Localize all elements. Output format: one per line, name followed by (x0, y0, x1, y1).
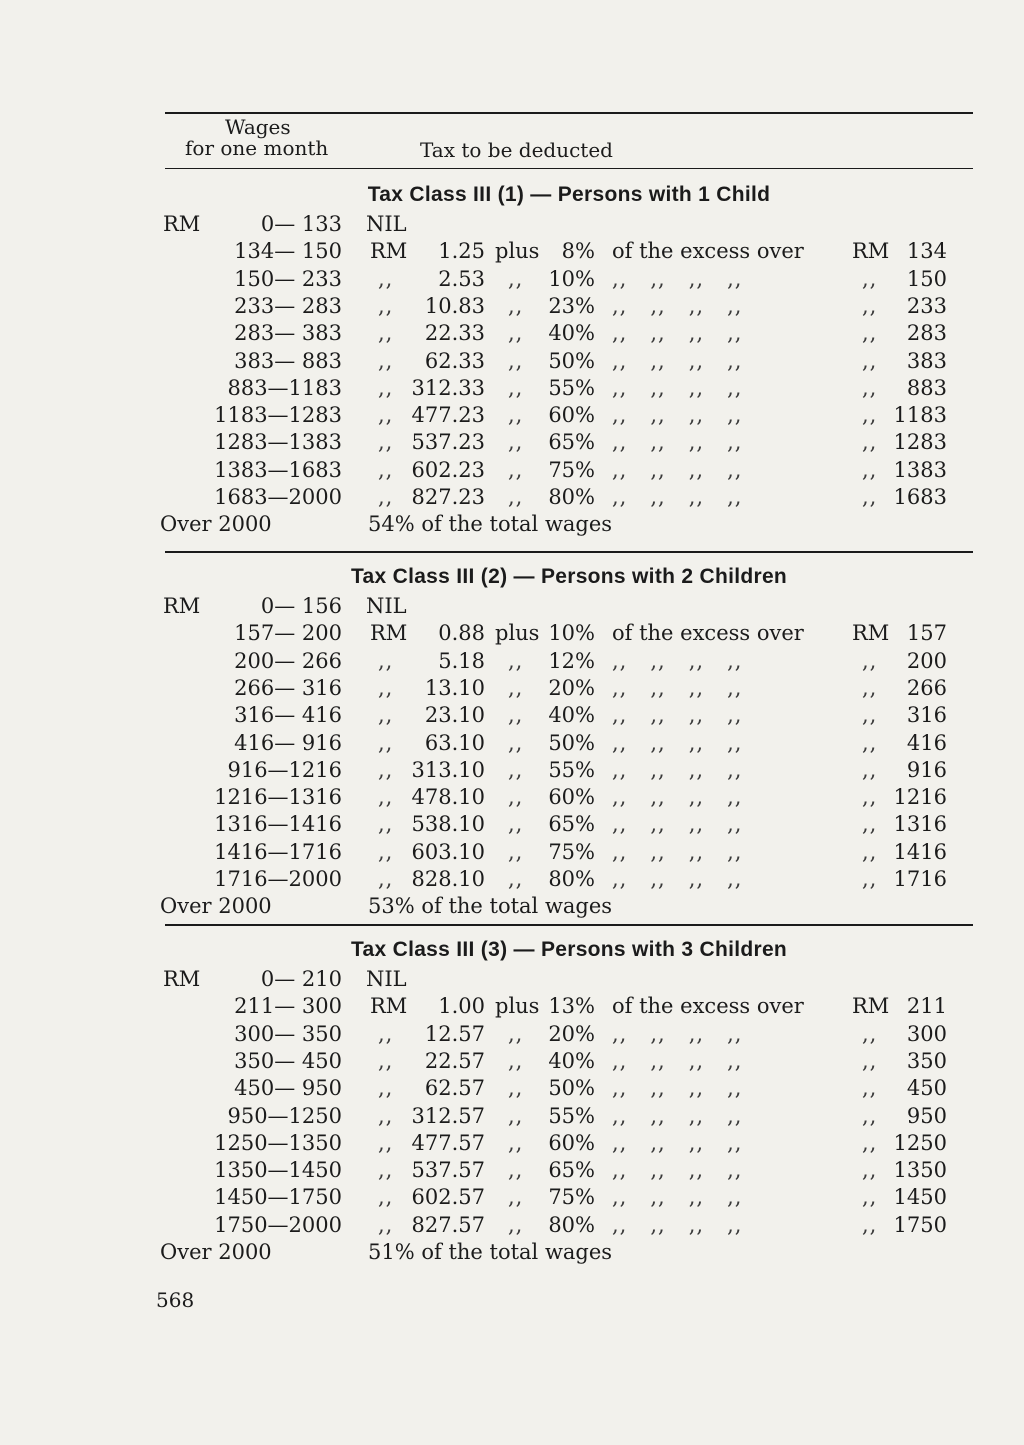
currency-label: RM (163, 967, 201, 991)
base-amount: 827.57 (411, 1212, 485, 1237)
section-title: Tax Class III (1) — Persons with 1 Child (367, 183, 771, 206)
section-divider (165, 924, 973, 926)
table-row (0, 1184, 1024, 1211)
table-row (0, 730, 1024, 757)
wage-range: 1716—2000 (214, 867, 342, 891)
base-amount: 537.57 (411, 1158, 485, 1183)
excess-phrase: ,, ,, ,, ,, (612, 757, 743, 782)
plus-word: ,, (508, 785, 524, 810)
plus-word: ,, (508, 675, 524, 700)
base-amount: 313.10 (411, 757, 485, 782)
table-row (0, 839, 1024, 866)
excess-phrase: ,, ,, ,, ,, (612, 1158, 743, 1183)
wage-range: 1216—1316 (214, 785, 342, 810)
plus-word: ,, (508, 1048, 524, 1073)
lead-currency: RM (370, 621, 408, 646)
lead-currency: ,, (378, 703, 394, 728)
wage-range: 950—1250 (227, 1103, 342, 1128)
tax-rate: 13% (548, 994, 595, 1019)
table-row (0, 293, 1024, 320)
plus-word: ,, (508, 266, 524, 291)
base-amount: 22.33 (424, 321, 485, 346)
tax-rate: 40% (548, 1048, 595, 1073)
lead-currency: ,, (378, 1158, 394, 1183)
tax-rate: 80% (548, 485, 595, 509)
plus-word: ,, (508, 457, 524, 482)
tax-rate: 65% (548, 1158, 595, 1183)
excess-phrase: ,, ,, ,, ,, (612, 1130, 743, 1155)
over-currency: ,, (862, 1185, 878, 1210)
table-row (0, 484, 1024, 511)
base-amount: 478.10 (411, 785, 485, 810)
excess-phrase: ,, ,, ,, ,, (612, 348, 743, 373)
wage-range: 157— 200 (234, 621, 342, 646)
wage-range: 0— 210 (260, 967, 342, 991)
wage-range: 1250—1350 (214, 1130, 342, 1155)
excess-phrase: ,, ,, ,, ,, (612, 1076, 743, 1101)
tax-rate: 50% (548, 1076, 595, 1101)
plus-word: ,, (508, 1130, 524, 1155)
table-row-nil (0, 593, 1024, 620)
section-title: Tax Class III (2) — Persons with 2 Children (350, 565, 788, 588)
table-row (0, 784, 1024, 811)
section-divider (165, 551, 973, 553)
excess-threshold: 283 (906, 321, 947, 346)
plus-word: plus (495, 621, 540, 646)
plus-word: ,, (508, 1212, 524, 1237)
tax-rate: 50% (548, 730, 595, 755)
base-amount: 477.57 (411, 1130, 485, 1155)
over-currency: ,, (862, 375, 878, 400)
lead-currency: ,, (378, 1048, 394, 1073)
over-currency: ,, (862, 403, 878, 428)
excess-phrase: ,, ,, ,, ,, (612, 1048, 743, 1073)
wage-range: 1450—1750 (214, 1185, 342, 1210)
tax-rate: 65% (548, 430, 595, 455)
excess-phrase: ,, ,, ,, ,, (612, 430, 743, 455)
lead-currency: ,, (378, 675, 394, 700)
base-amount: 537.23 (411, 430, 485, 455)
excess-threshold: 1216 (893, 785, 947, 810)
lead-currency: ,, (378, 485, 394, 509)
lead-currency: ,, (378, 1212, 394, 1237)
plus-word: ,, (508, 1021, 524, 1046)
excess-phrase: ,, ,, ,, ,, (612, 648, 743, 673)
over-currency: ,, (862, 1158, 878, 1183)
plus-word: ,, (508, 730, 524, 755)
lead-currency: ,, (378, 757, 394, 782)
table-row (0, 1157, 1024, 1184)
tax-rate: 65% (548, 812, 595, 837)
tax-rate: 10% (548, 266, 595, 291)
over-currency: ,, (862, 867, 878, 891)
base-amount: 602.57 (411, 1185, 485, 1210)
wage-range: 350— 450 (234, 1048, 342, 1073)
base-amount: 10.83 (424, 293, 485, 318)
excess-threshold: 383 (906, 348, 947, 373)
lead-currency: ,, (378, 1185, 394, 1210)
over-currency: ,, (862, 1021, 878, 1046)
excess-phrase: of the excess over (612, 621, 804, 646)
excess-phrase: ,, ,, ,, ,, (612, 1185, 743, 1210)
table-row (0, 993, 1024, 1020)
excess-threshold: 1716 (893, 867, 947, 891)
table-row (0, 1212, 1024, 1239)
excess-phrase: ,, ,, ,, ,, (612, 403, 743, 428)
table-row (0, 1075, 1024, 1102)
excess-phrase: ,, ,, ,, ,, (612, 867, 743, 891)
excess-threshold: 300 (906, 1021, 947, 1046)
plus-word: ,, (508, 403, 524, 428)
base-amount: 13.10 (424, 675, 485, 700)
table-row (0, 1021, 1024, 1048)
table-row (0, 1130, 1024, 1157)
excess-phrase: ,, ,, ,, ,, (612, 703, 743, 728)
base-amount: 0.88 (438, 621, 485, 646)
base-amount: 5.18 (438, 648, 485, 673)
plus-word: ,, (508, 839, 524, 864)
table-row (0, 811, 1024, 838)
table-row (0, 1048, 1024, 1075)
base-amount: 477.23 (411, 403, 485, 428)
table-row-over (0, 511, 1024, 538)
plus-word: ,, (508, 348, 524, 373)
tax-rate: 40% (548, 321, 595, 346)
excess-threshold: 416 (906, 730, 947, 755)
excess-phrase: ,, ,, ,, ,, (612, 839, 743, 864)
excess-threshold: 266 (906, 675, 947, 700)
wage-range: 916—1216 (227, 757, 342, 782)
plus-word: ,, (508, 867, 524, 891)
base-amount: 312.57 (411, 1103, 485, 1128)
lead-currency: ,, (378, 867, 394, 891)
plus-word: ,, (508, 812, 524, 837)
lead-currency: ,, (378, 375, 394, 400)
lead-currency: ,, (378, 785, 394, 810)
lead-currency: ,, (378, 1076, 394, 1101)
plus-word: ,, (508, 430, 524, 455)
lead-currency: ,, (378, 1130, 394, 1155)
excess-threshold: 450 (906, 1076, 947, 1101)
plus-word: ,, (508, 648, 524, 673)
over-currency: ,, (862, 730, 878, 755)
wage-range: 316— 416 (234, 703, 342, 728)
table-row (0, 1103, 1024, 1130)
over-currency: ,, (862, 1130, 878, 1155)
tax-rate: 23% (548, 293, 595, 318)
excess-threshold: 916 (906, 757, 947, 782)
table-row (0, 429, 1024, 456)
top-rule (165, 112, 973, 114)
wage-range: 450— 950 (234, 1076, 342, 1101)
wage-range: 1750—2000 (214, 1212, 342, 1237)
lead-currency: ,, (378, 430, 394, 455)
wage-range: 1416—1716 (214, 839, 342, 864)
plus-word: ,, (508, 321, 524, 346)
excess-phrase: ,, ,, ,, ,, (612, 812, 743, 837)
plus-word: ,, (508, 703, 524, 728)
base-amount: 23.10 (424, 703, 485, 728)
wage-range: 283— 383 (234, 321, 342, 346)
base-amount: 827.23 (411, 485, 485, 509)
excess-phrase: ,, ,, ,, ,, (612, 675, 743, 700)
excess-phrase: ,, ,, ,, ,, (612, 321, 743, 346)
wage-range: 416— 916 (234, 730, 342, 755)
total-wages-rate: 53% of the total wages (368, 894, 613, 919)
excess-threshold: 157 (906, 621, 947, 646)
over-currency: ,, (862, 1048, 878, 1073)
lead-currency: ,, (378, 293, 394, 318)
tax-rate: 80% (548, 1212, 595, 1237)
tax-value: NIL (366, 967, 407, 991)
tax-rate: 80% (548, 867, 595, 891)
over-currency: ,, (862, 757, 878, 782)
base-amount: 1.25 (438, 239, 485, 264)
tax-rate: 12% (548, 648, 595, 673)
over-currency: ,, (862, 485, 878, 509)
plus-word: plus (495, 994, 540, 1019)
plus-word: ,, (508, 1158, 524, 1183)
over-currency: ,, (862, 648, 878, 673)
tax-rate: 55% (548, 757, 595, 782)
excess-threshold: 1250 (893, 1130, 947, 1155)
excess-threshold: 1450 (893, 1185, 947, 1210)
wage-range: 1283—1383 (214, 430, 342, 455)
over-currency: ,, (862, 703, 878, 728)
excess-phrase: ,, ,, ,, ,, (612, 457, 743, 482)
table-row (0, 348, 1024, 375)
lead-currency: ,, (378, 321, 394, 346)
wage-range: 883—1183 (227, 375, 342, 400)
tax-rate: 75% (548, 457, 595, 482)
over-currency: ,, (862, 1076, 878, 1101)
over-currency: ,, (862, 1212, 878, 1237)
base-amount: 62.33 (424, 348, 485, 373)
table-row-over (0, 1239, 1024, 1266)
wage-range: 300— 350 (234, 1021, 342, 1046)
excess-threshold: 883 (906, 375, 947, 400)
wage-range: 150— 233 (234, 266, 342, 291)
tax-rate: 20% (548, 1021, 595, 1046)
tax-rate: 75% (548, 1185, 595, 1210)
base-amount: 2.53 (438, 266, 485, 291)
excess-threshold: 1383 (893, 457, 947, 482)
excess-threshold: 1350 (893, 1158, 947, 1183)
over-currency: ,, (862, 675, 878, 700)
table-row (0, 866, 1024, 893)
over-currency: ,, (862, 1103, 878, 1128)
table-row (0, 266, 1024, 293)
over-currency: ,, (862, 457, 878, 482)
wage-range: 1350—1450 (214, 1158, 342, 1183)
excess-threshold: 1750 (893, 1212, 947, 1237)
plus-word: ,, (508, 1076, 524, 1101)
lead-currency: ,, (378, 648, 394, 673)
tax-rate: 55% (548, 375, 595, 400)
lead-currency: ,, (378, 266, 394, 291)
wage-range: 1183—1283 (214, 403, 342, 428)
base-amount: 312.33 (411, 375, 485, 400)
excess-phrase: ,, ,, ,, ,, (612, 375, 743, 400)
table-row (0, 457, 1024, 484)
excess-threshold: 316 (906, 703, 947, 728)
table-row-nil (0, 211, 1024, 238)
excess-phrase: ,, ,, ,, ,, (612, 1103, 743, 1128)
over-currency: ,, (862, 430, 878, 455)
total-wages-rate: 54% of the total wages (368, 512, 613, 537)
table-row (0, 648, 1024, 675)
base-amount: 828.10 (411, 867, 485, 891)
base-amount: 1.00 (438, 994, 485, 1019)
table-row (0, 675, 1024, 702)
section-title: Tax Class III (3) — Persons with 3 Children (350, 938, 788, 961)
tax-rate: 8% (561, 239, 595, 264)
base-amount: 12.57 (424, 1021, 485, 1046)
over-currency: RM (852, 621, 890, 646)
tax-rate: 75% (548, 839, 595, 864)
table-row (0, 375, 1024, 402)
excess-phrase: ,, ,, ,, ,, (612, 730, 743, 755)
wage-range: 134— 150 (234, 239, 342, 264)
total-wages-rate: 51% of the total wages (368, 1240, 613, 1264)
plus-word: ,, (508, 1185, 524, 1210)
over-currency: ,, (862, 293, 878, 318)
table-row (0, 620, 1024, 647)
lead-currency: ,, (378, 403, 394, 428)
header-wages-line2: for one month (185, 136, 329, 160)
plus-word: ,, (508, 293, 524, 318)
tax-rate: 40% (548, 703, 595, 728)
excess-threshold: 350 (906, 1048, 947, 1073)
lead-currency: ,, (378, 839, 394, 864)
currency-label: RM (163, 594, 201, 618)
tax-rate: 50% (548, 348, 595, 373)
lead-currency: ,, (378, 730, 394, 755)
base-amount: 538.10 (411, 812, 485, 837)
wage-range: 266— 316 (234, 675, 342, 700)
plus-word: plus (495, 239, 540, 264)
base-amount: 22.57 (424, 1048, 485, 1073)
lead-currency: RM (370, 239, 408, 264)
wage-range: 1383—1683 (214, 457, 342, 482)
over-currency: ,, (862, 266, 878, 291)
tax-value: NIL (366, 212, 407, 236)
excess-threshold: 1316 (893, 812, 947, 837)
over-currency: RM (852, 239, 890, 264)
plus-word: ,, (508, 757, 524, 782)
plus-word: ,, (508, 1103, 524, 1128)
wage-range: 383— 883 (234, 348, 342, 373)
lead-currency: RM (370, 994, 408, 1019)
currency-label: RM (163, 212, 201, 236)
excess-threshold: 233 (906, 293, 947, 318)
excess-phrase: ,, ,, ,, ,, (612, 266, 743, 291)
excess-threshold: 1183 (893, 403, 947, 428)
over-currency: ,, (862, 812, 878, 837)
table-row (0, 320, 1024, 347)
tax-rate: 60% (548, 403, 595, 428)
base-amount: 603.10 (411, 839, 485, 864)
wage-range: 1683—2000 (214, 485, 342, 509)
base-amount: 63.10 (424, 730, 485, 755)
excess-threshold: 211 (906, 994, 947, 1019)
lead-currency: ,, (378, 348, 394, 373)
excess-threshold: 1416 (893, 839, 947, 864)
header-rule (165, 168, 973, 169)
table-row (0, 238, 1024, 265)
base-amount: 602.23 (411, 457, 485, 482)
lead-currency: ,, (378, 1103, 394, 1128)
excess-threshold: 950 (906, 1103, 947, 1128)
wage-range: 211— 300 (234, 994, 342, 1019)
table-row (0, 402, 1024, 429)
excess-threshold: 200 (906, 648, 947, 673)
tax-rate: 60% (548, 785, 595, 810)
base-amount: 62.57 (424, 1076, 485, 1101)
page-number: 568 (156, 1288, 195, 1312)
wage-range: 200— 266 (234, 648, 342, 673)
wage-range: 233— 283 (234, 293, 342, 318)
excess-threshold: 134 (906, 239, 947, 264)
over-currency: ,, (862, 785, 878, 810)
lead-currency: ,, (378, 812, 394, 837)
excess-phrase: ,, ,, ,, ,, (612, 293, 743, 318)
header-wages-line1: Wages (225, 115, 291, 139)
over-currency: ,, (862, 839, 878, 864)
table-row-over (0, 893, 1024, 920)
over-label: Over 2000 (160, 894, 272, 919)
excess-phrase: ,, ,, ,, ,, (612, 1212, 743, 1237)
excess-phrase: ,, ,, ,, ,, (612, 785, 743, 810)
wage-range: 0— 133 (260, 212, 342, 236)
tax-rate: 55% (548, 1103, 595, 1128)
tax-rate: 10% (548, 621, 595, 646)
table-row-nil (0, 966, 1024, 993)
tax-value: NIL (366, 594, 407, 618)
over-currency: ,, (862, 348, 878, 373)
table-row (0, 757, 1024, 784)
lead-currency: ,, (378, 1021, 394, 1046)
wage-range: 0— 156 (260, 594, 342, 618)
tax-rate: 20% (548, 675, 595, 700)
table-row (0, 702, 1024, 729)
tax-rate: 60% (548, 1130, 595, 1155)
over-label: Over 2000 (160, 1240, 272, 1264)
plus-word: ,, (508, 485, 524, 509)
excess-threshold: 150 (906, 266, 947, 291)
over-currency: ,, (862, 321, 878, 346)
excess-threshold: 1683 (893, 485, 947, 509)
header-tax-label: Tax to be deducted (420, 138, 613, 162)
excess-phrase: ,, ,, ,, ,, (612, 485, 743, 509)
wage-range: 1316—1416 (214, 812, 342, 837)
plus-word: ,, (508, 375, 524, 400)
over-label: Over 2000 (160, 512, 272, 537)
over-currency: RM (852, 994, 890, 1019)
excess-phrase: of the excess over (612, 994, 804, 1019)
excess-threshold: 1283 (893, 430, 947, 455)
excess-phrase: of the excess over (612, 239, 804, 264)
lead-currency: ,, (378, 457, 394, 482)
excess-phrase: ,, ,, ,, ,, (612, 1021, 743, 1046)
